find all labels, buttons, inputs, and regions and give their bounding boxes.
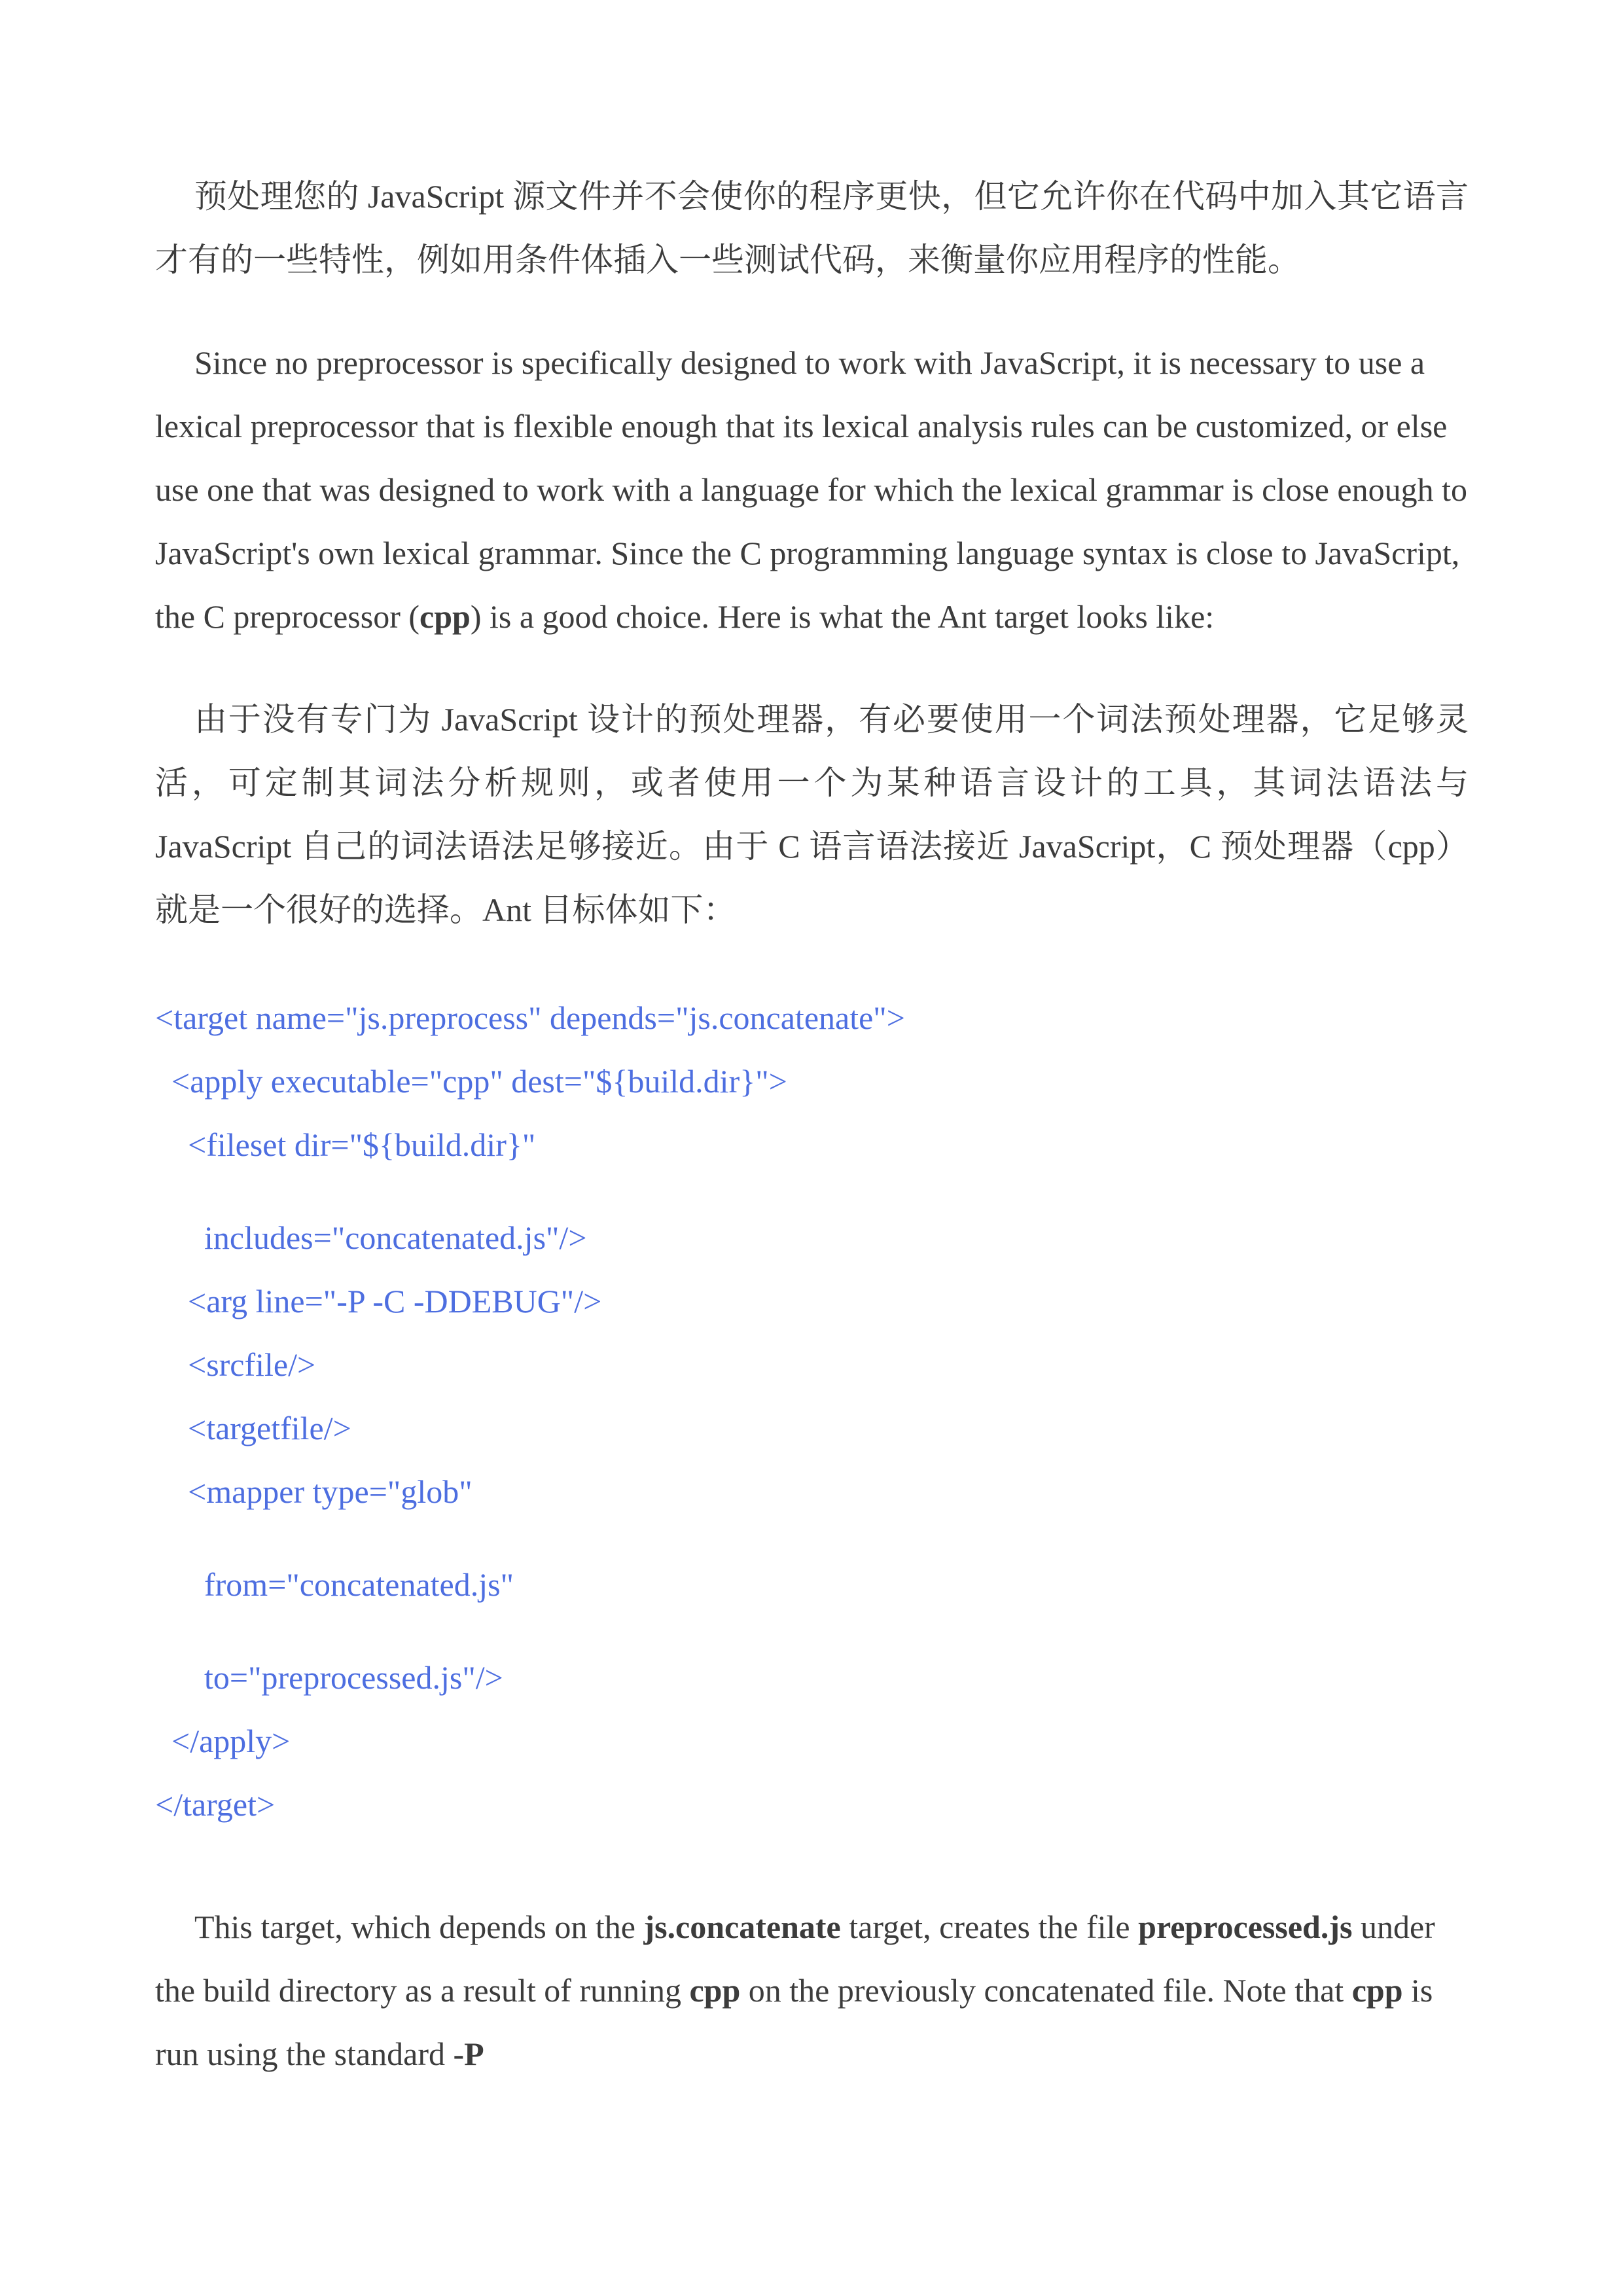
code-line: <target name="js.preprocess" depends="js.concatenate"> [155, 999, 905, 1036]
code-line: </target> [155, 1786, 276, 1823]
code-line: <fileset dir="${build.dir}" [155, 1126, 536, 1163]
bold-term: cpp [1351, 1972, 1403, 2009]
bold-term: -P [453, 2036, 484, 2072]
code-line: <arg line="-P -C -DDEBUG"/> [155, 1283, 602, 1319]
paragraph-zh-intro: 预处理您的 JavaScript 源文件并不会使你的程序更快，但它允许你在代码中加入其它语言才有的一些特性，例如用条件体插入一些测试代码，来衡量你应用程序的性能。 [155, 178, 1469, 278]
code-line: </apply> [155, 1723, 291, 1759]
code-line: <targetfile/> [155, 1410, 351, 1446]
bold-term: cpp [689, 1972, 741, 2009]
code-line: <srcfile/> [155, 1346, 316, 1383]
code-block-ant-target [155, 986, 1469, 1837]
code-line: includes="concatenated.js"/> [155, 1219, 587, 1256]
code-line: to="preprocessed.js"/> [155, 1659, 503, 1696]
paragraph-en-lexical: Since no preprocessor is specifically designed to work with JavaScript, it is necessary to use a lexical preprocessor that is flexible enough that its lexical analysis rules can be customized, or else use one that was designed to work with a language for which the lexical grammar is close enough to JavaScript's own lexical grammar. Since the C programming language syntax is close to JavaScript, the C preprocessor (cpp) is a good choice. Here is what the Ant target looks like: [155, 344, 1467, 635]
bold-term: cpp [419, 598, 471, 635]
paragraph-zh-lexical: 由于没有专门为 JavaScript 设计的预处理器，有必要使用一个词法预处理器，它足够灵活，可定制其词法分析规则，或者使用一个为某种语言设计的工具，其词法语法与 JavaScript 自己的词法语法足够接近。由于 C 语言语法接近 JavaScript，C 预处理器（cpp）就是一个很好的选择。Ant 目标体如下： [155, 701, 1469, 928]
code-line: <apply executable="cpp" dest="${build.dir}"> [155, 1063, 787, 1100]
paragraph-en-target: This target, which depends on the js.concatenate target, creates the file preprocessed.js under the build directory as a result of running cpp on the previously concatenated file. Note that cpp is run using the standard -P [155, 1909, 1435, 2072]
bold-term: js.concatenate [643, 1909, 841, 1945]
code-line: from="concatenated.js" [155, 1566, 514, 1603]
code-line: <mapper type="glob" [155, 1473, 473, 1510]
bold-term: preprocessed.js [1138, 1909, 1353, 1945]
